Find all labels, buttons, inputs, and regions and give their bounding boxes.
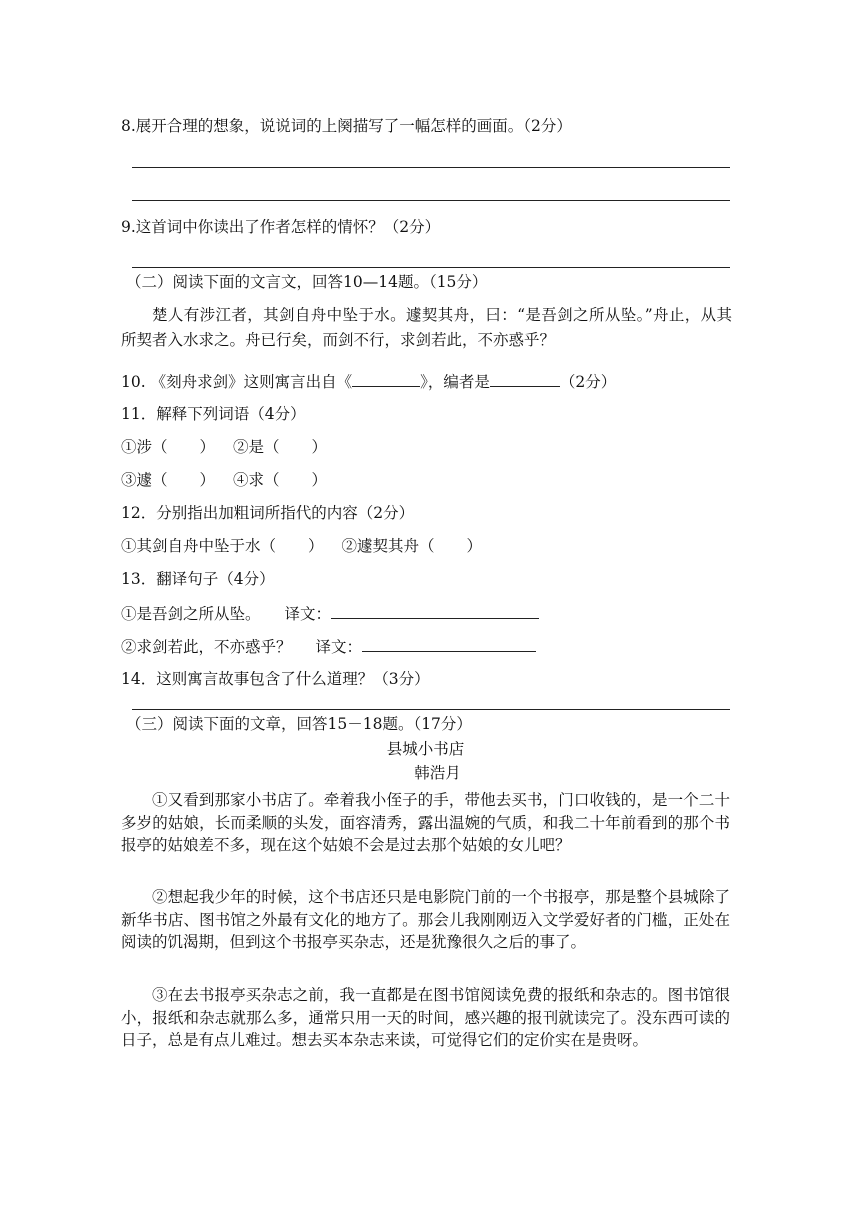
article-paragraph-2: ②想起我少年的时候，这个书店还只是电影院门前的一个书报亭，那是整个县城除了新华书店、图书馆之外最有文化的地方了。那会儿我刚刚迈入文学爱好者的门槛，正处在阅读的饥渴期，但到这个书报亭买杂志，还是犹豫很久之后的事了。 xyxy=(121,888,730,951)
question-11-title: 11．解释下列词语（4分） xyxy=(121,405,306,423)
question-13-row-1 xyxy=(121,603,539,624)
question-8: 8.展开合理的想象，说说词的上阕描写了一幅怎样的画面。（2分） xyxy=(121,117,572,135)
q11-item-1-close: ） xyxy=(199,438,216,456)
question-11-row-1 xyxy=(121,437,327,457)
q13-sentence-2: ②求剑若此，不亦惑乎？ xyxy=(121,638,292,656)
q11-item-4: ④求（ xyxy=(233,471,280,489)
answer-line-8b[interactable] xyxy=(132,200,730,201)
q10-blank-editor[interactable] xyxy=(490,371,560,387)
q13-label-2: 译文： xyxy=(315,638,363,656)
q11-item-2-close: ） xyxy=(311,438,328,456)
q12-item-2: ②遽契其舟（ xyxy=(341,537,435,555)
article-paragraph-3: ③在去书报亭买杂志之前，我一直都是在图书馆阅读免费的报纸和杂志的。图书馆很小，报纸和杂志就那么多，通常只用一天的时间，感兴趣的报刊就读完了。没东西可读的日子，总是有点儿难过。想去买本杂志来读，可觉得它们的定价实在是贵呀。 xyxy=(121,986,730,1049)
question-12-title: 12．分别指出加粗词所指代的内容（2分） xyxy=(121,504,415,522)
article-author: 韩浩月 xyxy=(414,764,461,782)
q12-item-2-close: ） xyxy=(466,537,483,555)
question-12-row xyxy=(121,536,482,556)
q11-item-2: ②是（ xyxy=(233,438,280,456)
classical-text: 楚人有涉江者，其剑自舟中坠于水。遽契其舟，曰：“是吾剑之所从坠。”舟止，从其所契者入水求之。舟已行矣，而剑不行，求剑若此，不亦惑乎？ xyxy=(121,306,732,349)
question-10 xyxy=(121,371,616,392)
q12-item-1: ①其剑自舟中坠于水（ xyxy=(121,537,277,555)
q11-item-4-close: ） xyxy=(311,471,328,489)
q10-text-3: （2分） xyxy=(559,373,617,391)
q10-text-1: 10. 《刻舟求剑》这则寓言出自《 xyxy=(121,373,353,391)
q13-label-1: 译文： xyxy=(284,605,332,623)
answer-line-14[interactable] xyxy=(132,709,730,710)
q11-item-1: ①涉（ xyxy=(121,438,168,456)
section-2-header: （二）阅读下面的文言文，回答10—14题。（15分） xyxy=(126,273,488,291)
question-14: 14．这则寓言故事包含了什么道理？（3分） xyxy=(121,670,430,688)
question-9: 9.这首词中你读出了作者怎样的情怀？（2分） xyxy=(121,218,441,236)
q13-sentence-1: ①是吾剑之所从坠。 xyxy=(121,605,261,623)
answer-line-8a[interactable] xyxy=(132,167,730,168)
q10-blank-source[interactable] xyxy=(352,371,420,387)
question-13-row-2 xyxy=(121,636,536,657)
question-11-row-2 xyxy=(121,470,327,490)
q11-item-3: ③遽（ xyxy=(121,471,168,489)
article-paragraph-1: ①又看到那家小书店了。牵着我小侄子的手，带他去买书，门口收钱的，是一个二十多岁的姑娘，长而柔顺的头发，面容清秀，露出温婉的气质，和我二十年前看到的那个书报亭的姑娘差不多，现在这个姑娘不会是过去那个姑娘的女儿吧？ xyxy=(121,791,730,854)
q10-text-2: 》，编者是 xyxy=(420,373,490,391)
section-3-header: （三）阅读下面的文章，回答15－18题。（17分） xyxy=(126,715,472,733)
q13-blank-2[interactable] xyxy=(362,636,536,652)
q11-item-3-close: ） xyxy=(199,471,216,489)
article-title: 县城小书店 xyxy=(386,740,465,758)
q12-item-1-close: ） xyxy=(308,537,324,555)
answer-line-9[interactable] xyxy=(132,267,730,268)
q13-blank-1[interactable] xyxy=(331,603,539,619)
question-13-title: 13．翻译句子（4分） xyxy=(121,570,275,588)
